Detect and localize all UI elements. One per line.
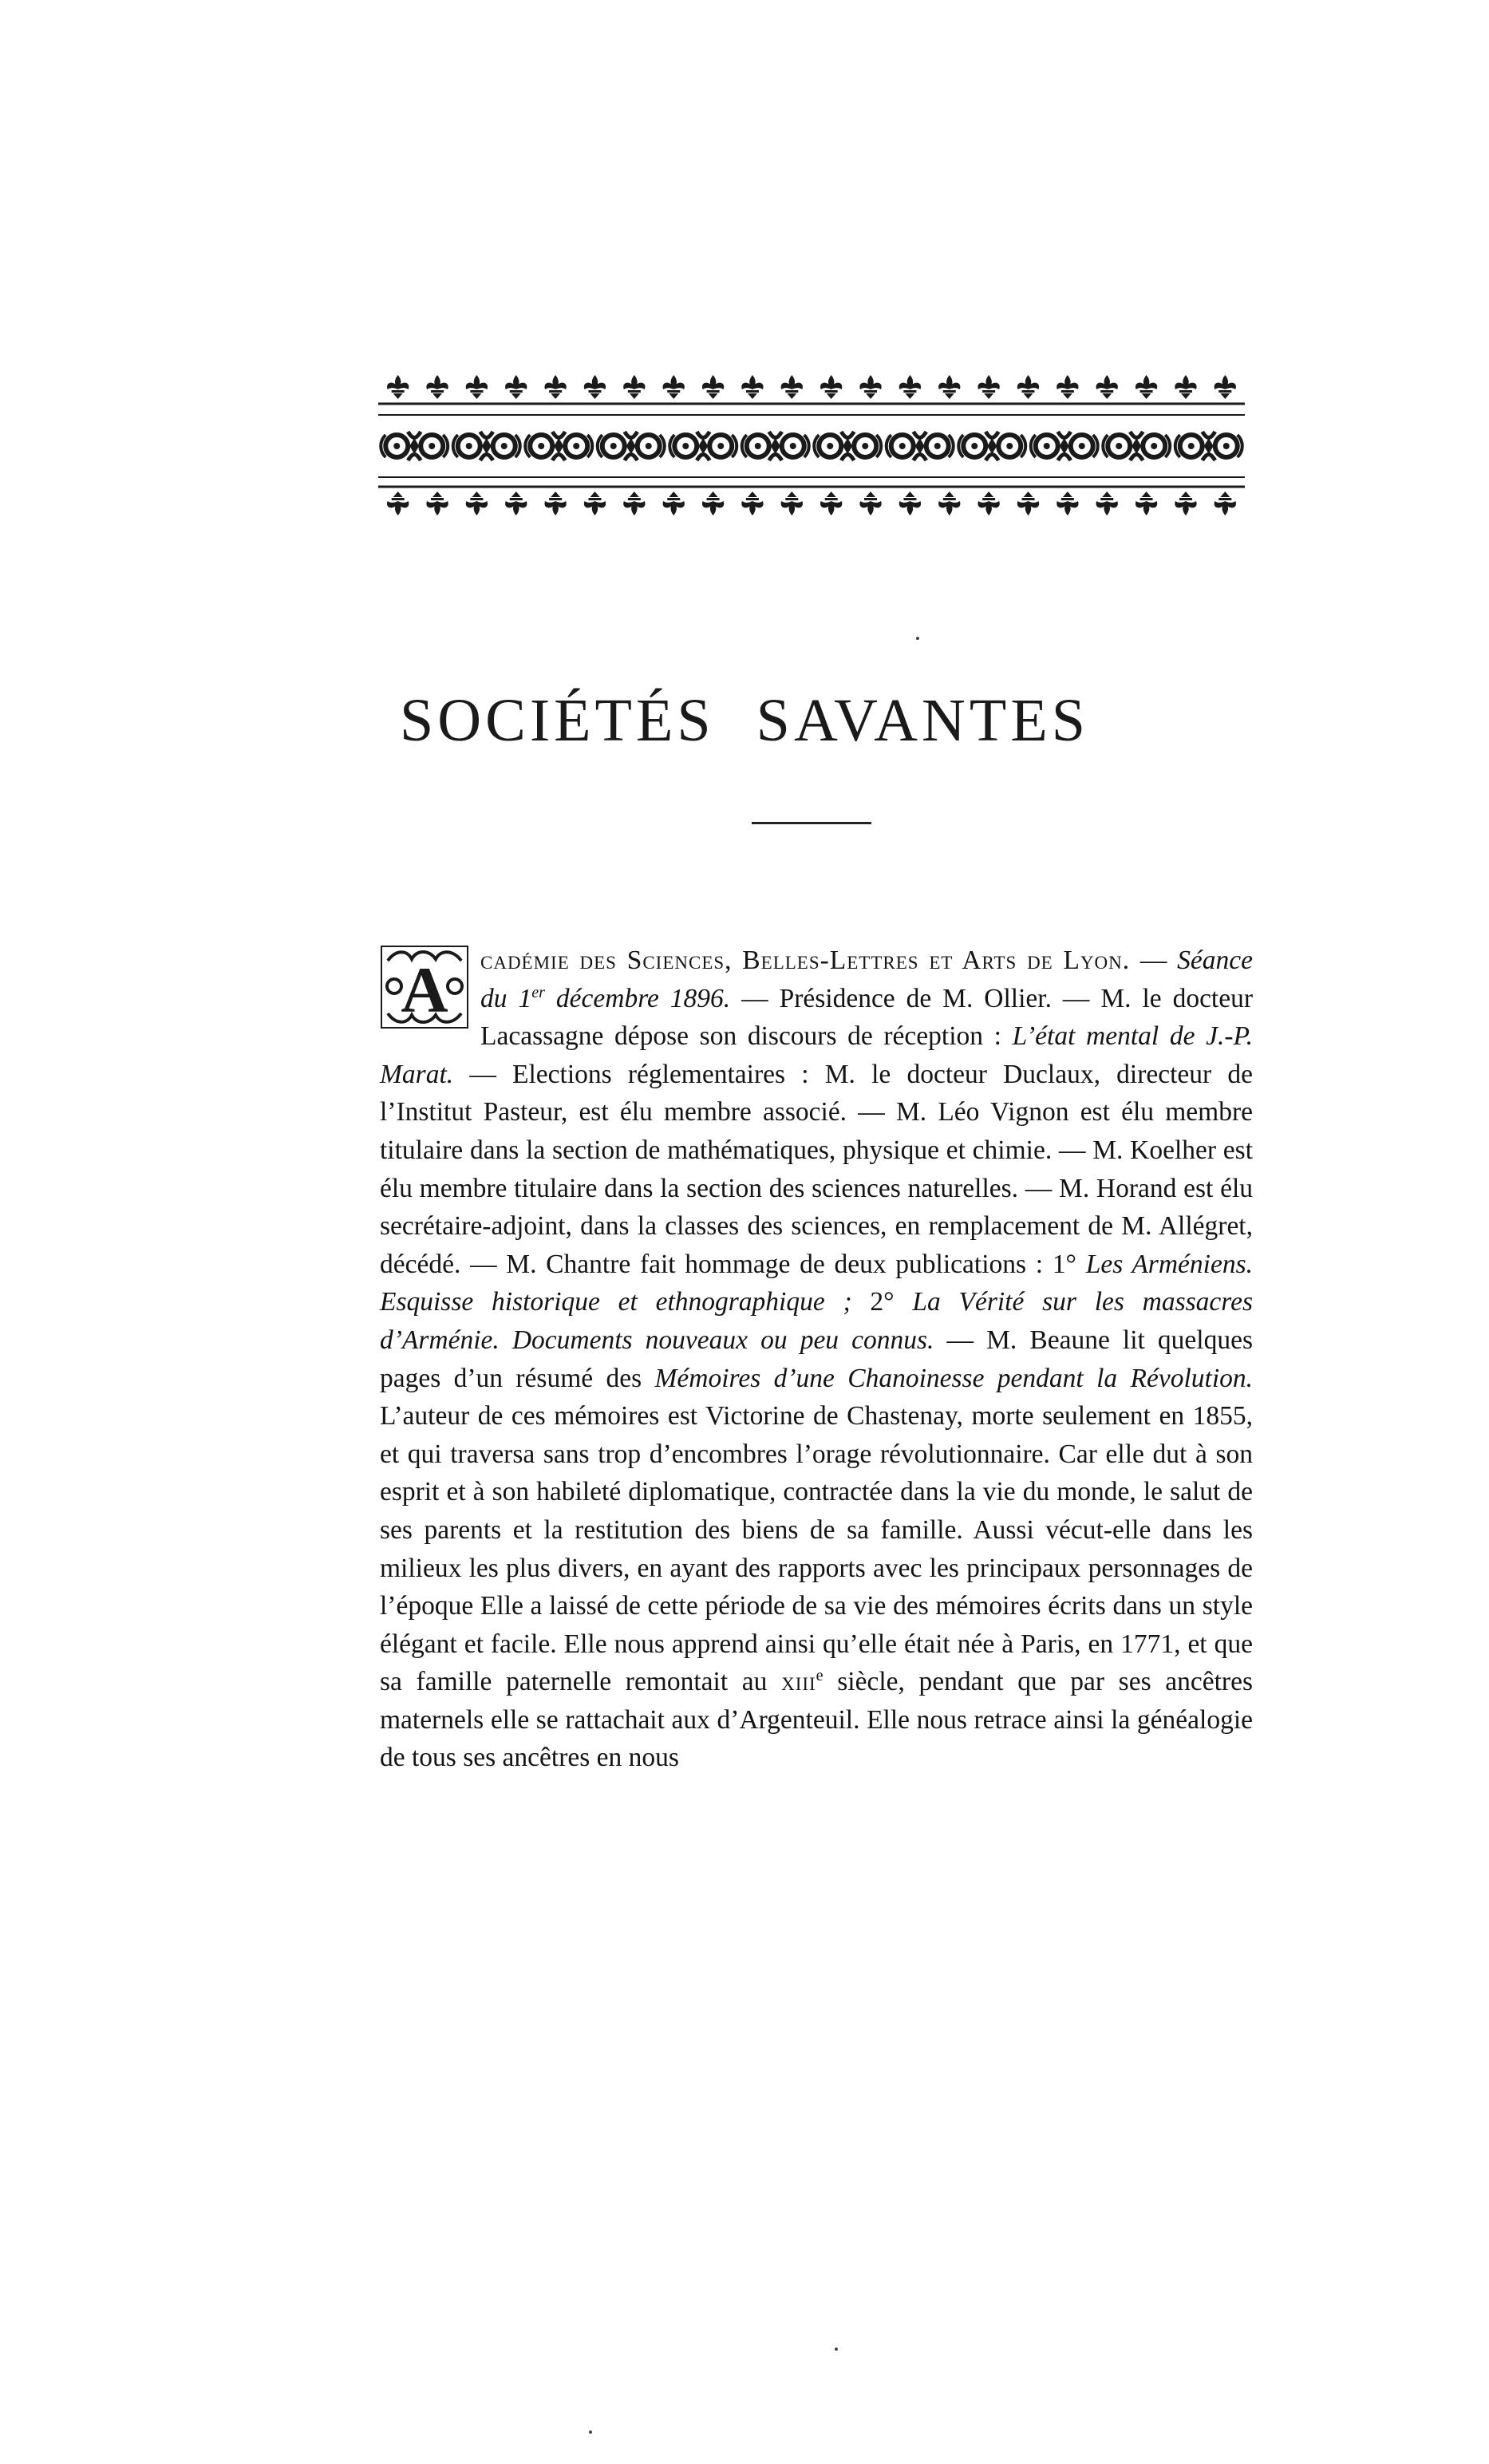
italic-title-verite: La Vérité sur les massacres d’Arménie. Documents nouveaux ou peu connus. [380,1287,1254,1355]
fleur-ornament-icon [978,492,999,515]
century-sup: e [816,1667,823,1685]
fleur-ornament-icon [1175,375,1196,399]
italic-title-marat: L’état mental de J.-P. Marat. [380,1021,1253,1089]
fleur-ornament-icon [781,492,803,515]
fleur-ornament-icon [741,375,763,399]
fleur-ornament-icon [1136,375,1157,399]
text-segment-1: — Présidence de M. Ollier. — M. le docteur Lacassagne dépose son discours de réception : [480,983,1254,1052]
fleur-ornament-icon [623,492,645,515]
italic-title-armeniens: Les Arméniens. Esquisse historique et ethnographique ; [380,1249,1253,1317]
fleur-ornament-icon [1017,492,1039,515]
fleur-ornament-icon [781,375,803,399]
article-body [380,942,1253,1777]
fleur-ornament-icon [899,375,921,399]
scroll-ornament-icon [958,432,1025,460]
fleur-ornament-icon [820,492,842,515]
text-segment-3: — M. Beaune lit quelques pages d’un résumé des [380,1325,1253,1393]
title-rule [752,822,871,824]
seance-date-end: décembre 1896. [544,983,731,1013]
scroll-ornament-icon [1175,432,1242,460]
fleur-ornament-icon [387,375,409,399]
fleur-ornament-icon [426,375,448,399]
fleur-ornament-icon [1017,375,1039,399]
scroll-ornament-icon [669,432,737,460]
fleur-ornament-icon [1096,492,1118,515]
page-title: SOCIÉTÉS SAVANTES [399,687,1090,754]
text-segment-2: — Elections réglementaires : M. le docteur Duclaux, directeur de l’Institut Pasteur, est élu membre associé. — M. Léo Vignon est élu membre titulaire dans la section de mathématiques, physique et chimie. — M. Koelher est élu membre titulaire dans la section des sciences naturelles. — M. Horand est élu secrétaire-adjoint, dans la classes des sciences, en remplacement de M. Allégret, décédé. — M. Chantre fait hommage de deux publications : 1° [380,1059,1253,1279]
ornamental-header-band [377,369,1246,519]
fleur-ornament-icon [741,492,763,515]
fleur-ornament-icon [584,492,606,515]
seance-date-start: Séance du 1 [480,946,1253,1013]
fleur-ornament-icon [544,375,566,399]
fleur-ornament-icon [663,492,685,515]
fleur-ornament-icon [938,492,960,515]
dropcap-text: A [401,954,448,1026]
italic-title-memoires: Mémoires d’une Chanoinesse pendant la Révolution. [654,1363,1253,1393]
paper-speck [835,2348,838,2351]
fleur-ornament-icon [623,375,645,399]
fleur-ornament-icon [899,492,921,515]
fleur-ornament-icon [544,492,566,515]
fleur-ornament-icon [1057,492,1078,515]
fleur-ornament-icon [938,375,960,399]
fleur-ornament-icon [387,492,409,515]
fleur-ornament-icon [1057,375,1078,399]
scroll-ornament-icon [1103,432,1170,460]
scroll-ornament-icon [381,432,448,460]
text-segment-5: siècle, pendant que par ses ancêtres maternels elle se rattachait aux d’Argenteuil. Elle nous retrace ainsi la généalogie de tous ses ancêtres en nous [380,1667,1253,1773]
fleur-ornament-icon [859,492,881,515]
fleur-ornament-icon [505,375,527,399]
fleur-ornament-icon [584,375,606,399]
fleur-ornament-icon [702,375,724,399]
fleur-ornament-icon [859,375,881,399]
fleur-ornament-icon [1175,492,1196,515]
scroll-ornament-icon [742,432,809,460]
text-segment-2b: 2° [851,1287,913,1317]
fleur-ornament-icon [1096,375,1118,399]
fleur-ornament-icon [978,375,999,399]
scroll-ornament-icon [598,432,665,460]
fleur-ornament-icon [702,492,724,515]
fleur-ornament-icon [466,492,488,515]
scroll-ornament-icon [453,432,520,460]
fleur-ornament-icon [466,375,488,399]
seance-date-sup: er [531,983,545,1001]
paper-speck [589,2430,592,2434]
dropcap-letter [380,945,469,1029]
text-segment-4: L’auteur de ces mémoires est Victorine de Chastenay, morte seulement en 1855, et qui traversa sans trop d’encombres l’orage révolutionnaire. Car elle dut à son esprit et à son habileté diplomatique, contractée dans la vie du monde, le salut de ses parents et la restitution des biens de sa famille. Aussi vécut-elle dans les milieux les plus divers, en ayant des rapports avec les principaux personnages de l’époque Elle a laissé de cette période de sa vie des mémoires écrits dans un style élégant et facile. Elle nous apprend ainsi qu’elle était née à Paris, en 1771, et que sa famille paternelle remontait au [380,1401,1253,1697]
scroll-ornament-icon [1031,432,1098,460]
scroll-ornament-icon [887,432,954,460]
society-heading: cadémie des Sciences, Belles-Lettres et Arts de Lyon. — [480,946,1168,975]
fleur-ornament-icon [1215,492,1236,515]
fleur-ornament-icon [1215,375,1236,399]
fleur-ornament-icon [1136,492,1157,515]
scroll-ornament-icon [814,432,881,460]
fleur-ornament-icon [426,492,448,515]
scroll-ornament-icon [525,432,592,460]
century-numeral: xiii [781,1667,816,1697]
fleur-ornament-icon [820,375,842,399]
paper-speck [916,637,919,640]
fleur-ornament-icon [663,375,685,399]
fleur-ornament-icon [505,492,527,515]
